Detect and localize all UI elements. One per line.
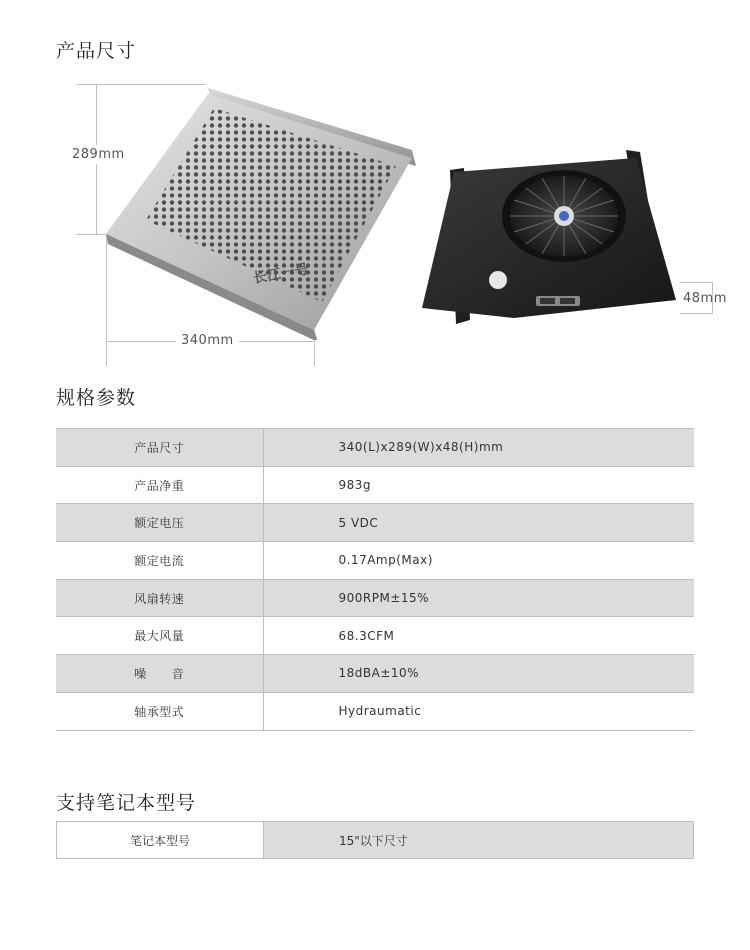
spec-value: 68.3CFM [263,617,694,655]
width-dimension-label: 340mm [176,333,239,348]
section-title-specs: 规格参数 [56,387,137,409]
section-title-support: 支持笔记本型号 [56,792,197,814]
svg-text:长江一号: 长江一号 [251,260,310,286]
spec-key: 最大风量 [56,617,263,655]
table-row [56,655,694,693]
spec-value: 0.17Amp(Max) [263,542,694,580]
table-row [56,617,694,655]
spec-value: Hydraumatic [263,692,694,730]
spec-value: 340(L)x289(W)x48(H)mm [263,429,694,467]
spec-key: 风扇转速 [56,579,263,617]
spec-key: 产品净重 [56,466,263,504]
table-row [57,822,694,859]
support-value: 15"以下尺寸 [264,822,694,859]
table-row [56,579,694,617]
spec-value: 900RPM±15% [263,579,694,617]
table-row [56,692,694,730]
spec-value: 5 VDC [263,504,694,542]
table-row [56,466,694,504]
thickness-dimension-top-line [680,282,712,283]
table-row [56,542,694,580]
support-table [56,821,694,859]
support-key: 笔记本型号 [57,822,264,859]
cooling-pad-bottom-image [414,148,684,328]
spec-key: 额定电流 [56,542,263,580]
thickness-dimension-bottom-line [680,313,712,314]
table-row [56,429,694,467]
spec-value: 983g [263,466,694,504]
spec-value: 18dBA±10% [263,655,694,693]
spec-key: 额定电压 [56,504,263,542]
spec-key: 产品尺寸 [56,429,263,467]
cooling-pad-top-image [96,80,426,340]
thickness-dimension-label: 48mm [683,291,727,306]
height-dimension-label: 289mm [72,147,125,162]
section-title-dimensions: 产品尺寸 [56,40,137,62]
table-row [56,504,694,542]
spec-key: 噪 音 [56,655,263,693]
spec-table [56,428,694,731]
spec-key: 轴承型式 [56,692,263,730]
